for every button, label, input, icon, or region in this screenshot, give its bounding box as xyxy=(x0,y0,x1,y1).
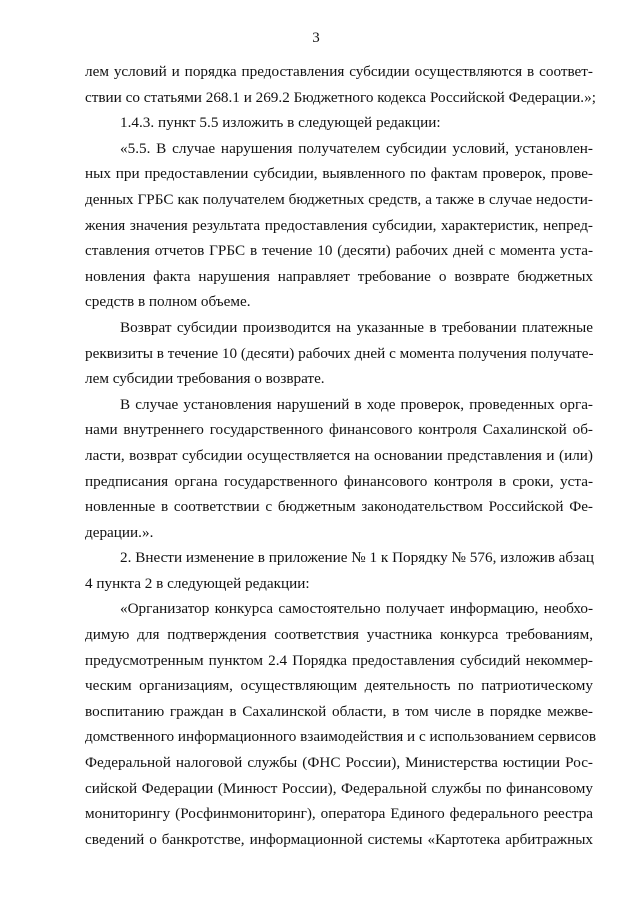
text-line: предписания органа государственного финансового контроля в сроки, уста- xyxy=(85,472,593,490)
page-number: 3 xyxy=(312,30,320,46)
text-line: средств в полном объеме. xyxy=(85,293,251,311)
text-line: В случае установления нарушений в ходе проверок, проведенных орга- xyxy=(120,395,593,413)
text-line: лем условий и порядка предоставления субсидии осуществляются в соответ- xyxy=(85,63,593,80)
text-line: «Организатор конкурса самостоятельно получает информацию, необхо- xyxy=(120,600,593,618)
text-line: предусмотренным пунктом 2.4 Порядка предоставления субсидий некоммер- xyxy=(85,651,593,669)
text-line: ласти, возврат субсидии осуществляется на основании представления и (или) xyxy=(85,446,593,464)
text-line: Федеральной налоговой службы (ФНС России), Министерства юстиции Рос- xyxy=(85,754,593,772)
text-line: воспитанию граждан в Сахалинской области, в том числе в порядке межве- xyxy=(85,702,593,720)
text-line: новленные в соответствии с бюджетным законодательством Российской Фе- xyxy=(85,498,593,516)
paragraph xyxy=(85,392,593,546)
text-line: 2. Внести изменение в приложение № 1 к Порядку № 576, изложив абзац xyxy=(120,549,595,567)
text-line: дерации.». xyxy=(85,523,154,541)
paragraph xyxy=(85,110,593,136)
paragraph xyxy=(85,136,593,315)
text-line: новления факта нарушения направляет требование о возврате бюджетных xyxy=(85,267,593,285)
text-line: 4 пункта 2 в следующей редакции: xyxy=(85,574,310,592)
text-line: сведений о банкротстве, информационной системы «Картотека арбитражных xyxy=(85,830,593,848)
paragraph xyxy=(85,596,597,852)
document-body xyxy=(85,59,597,852)
text-line: денных ГРБС как получателем бюджетных средств, а также в случае недости- xyxy=(85,190,593,208)
text-line: 1.4.3. пункт 5.5 изложить в следующей редакции: xyxy=(120,114,441,132)
text-line: Возврат субсидии производится на указанные в требовании платежные xyxy=(120,318,593,336)
text-line: лем субсидии требования о возврате. xyxy=(85,370,325,388)
text-line: нами внутреннего государственного финансового контроля Сахалинской об- xyxy=(85,421,593,439)
text-line: «5.5. В случае нарушения получателем субсидии условий, установлен- xyxy=(120,139,593,157)
text-line: сийской Федерации (Минюст России), Федеральной службы по финансовому xyxy=(85,779,593,797)
paragraph xyxy=(85,59,596,110)
paragraph xyxy=(85,315,593,392)
text-line: ных при предоставлении субсидии, выявленного по фактам проверок, прове- xyxy=(85,165,593,183)
text-line: ставления отчетов ГРБС в течение 10 (десяти) рабочих дней с момента уста- xyxy=(85,242,593,260)
text-line: домственного информационного взаимодействия и с использованием сервисов xyxy=(85,728,597,746)
text-line: ческим организациям, осуществляющим деятельность по патриотическому xyxy=(85,677,593,695)
text-line: ствии со статьями 268.1 и 269.2 Бюджетного кодекса Российской Федерации.»; xyxy=(85,88,596,106)
text-line: жения значения результата предоставления субсидии, характеристик, непред- xyxy=(85,216,593,234)
text-line: димую для подтверждения соответствия участника конкурса требованиям, xyxy=(85,626,593,644)
text-line: реквизиты в течение 10 (десяти) рабочих дней с момента получения получате- xyxy=(85,344,594,362)
text-line: мониторингу (Росфинмониторинг), оператора Единого федерального реестра xyxy=(85,805,593,823)
paragraph xyxy=(85,545,593,596)
